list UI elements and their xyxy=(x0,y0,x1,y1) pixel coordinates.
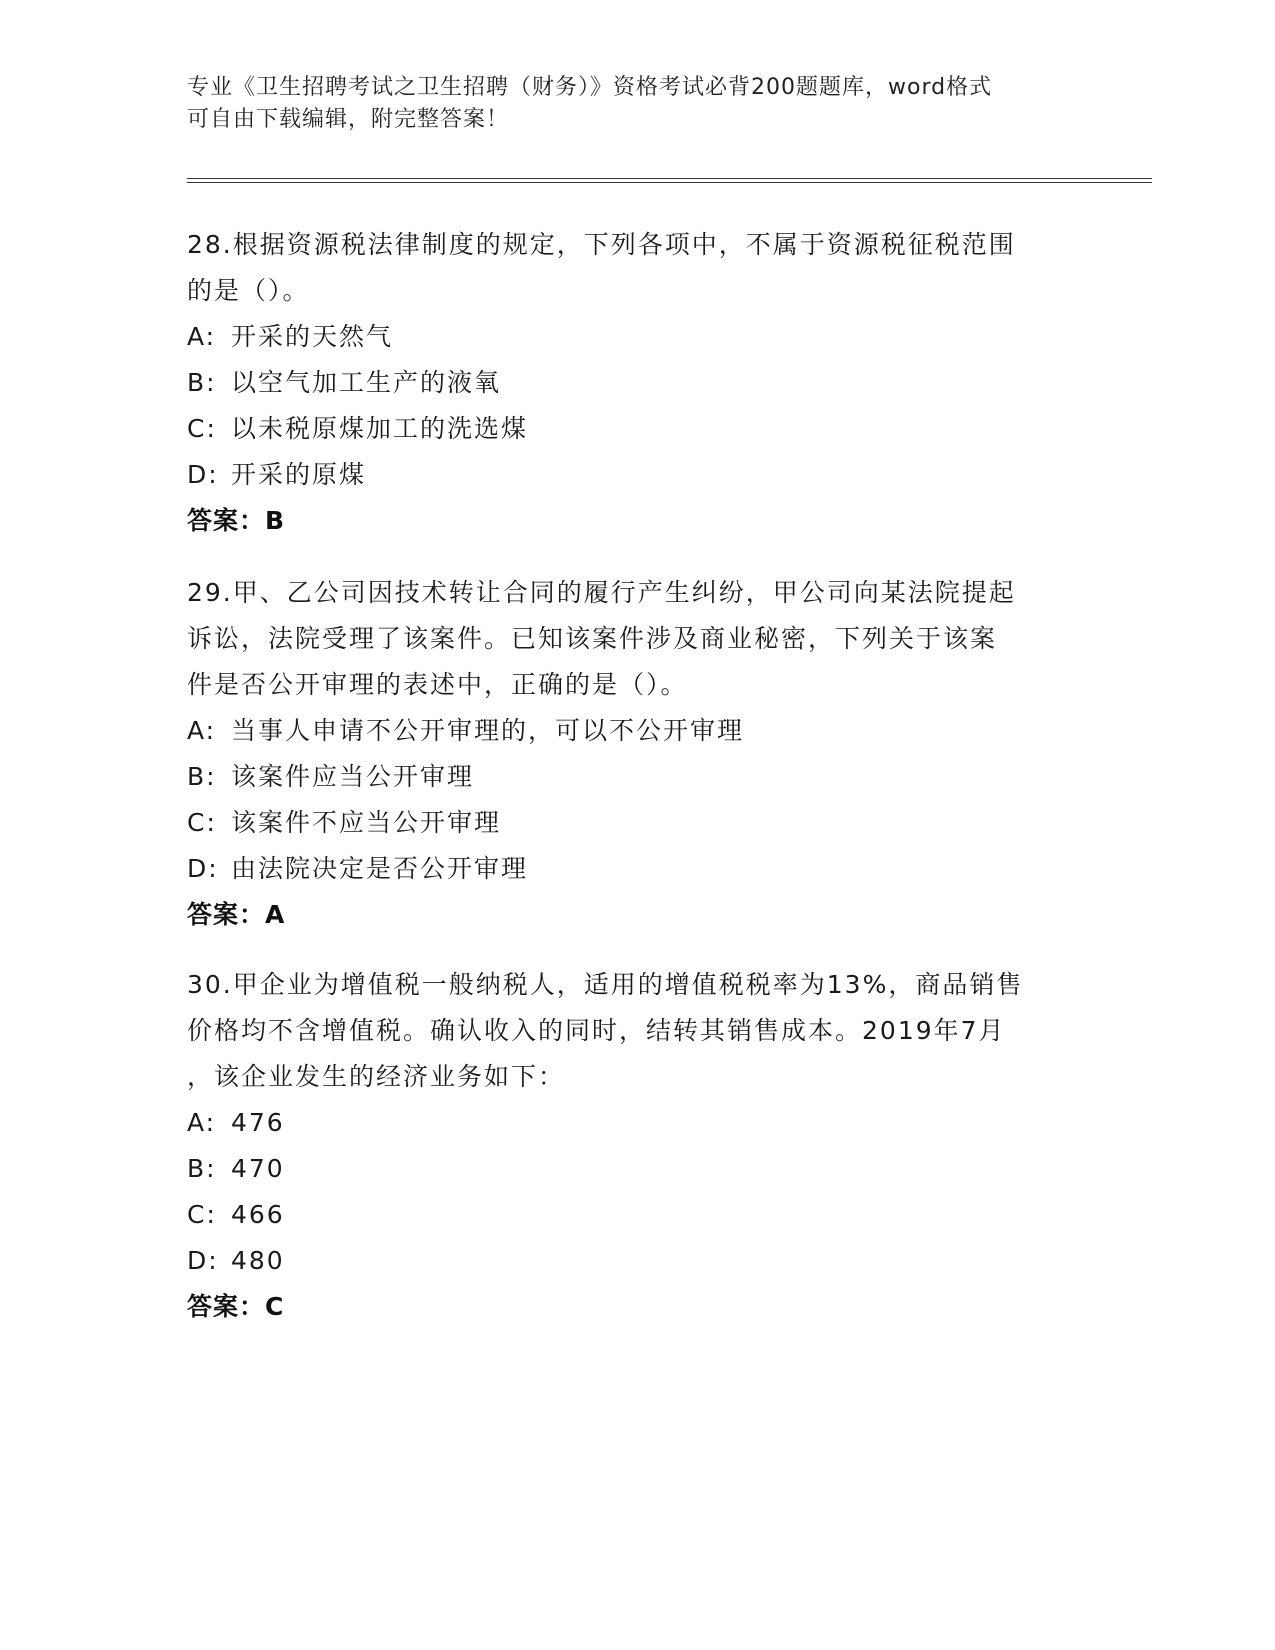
question-text-line: 诉讼，法院受理了该案件。已知该案件涉及商业秘密，下列关于该案 xyxy=(187,624,998,653)
answer: 答案：B xyxy=(187,506,286,535)
question-30 xyxy=(187,962,1067,1330)
option-text: 470 xyxy=(231,1154,285,1183)
option-c xyxy=(187,800,1067,846)
option-letter: C: xyxy=(187,414,217,443)
option-b xyxy=(187,360,1067,406)
question-29 xyxy=(187,570,1067,938)
option-d xyxy=(187,1238,1067,1284)
option-b xyxy=(187,754,1067,800)
option-letter: C: xyxy=(187,808,217,837)
question-text-line: 28.根据资源税法律制度的规定，下列各项中，不属于资源税征税范围 xyxy=(187,230,1016,259)
answer: 答案：C xyxy=(187,1292,285,1321)
option-text: 该案件应当公开审理 xyxy=(231,762,475,791)
option-a xyxy=(187,1100,1067,1146)
option-letter: A: xyxy=(187,1108,217,1137)
document-header xyxy=(187,72,1067,136)
header-line-2: 可自由下载编辑，附完整答案！ xyxy=(187,107,510,132)
option-text: 由法院决定是否公开审理 xyxy=(231,854,529,883)
option-text: 476 xyxy=(231,1108,285,1137)
option-letter: B: xyxy=(187,762,217,791)
option-text: 开采的天然气 xyxy=(231,322,394,351)
option-c xyxy=(187,406,1067,452)
option-text: 466 xyxy=(231,1200,285,1229)
header-line-1: 专业《卫生招聘考试之卫生招聘（财务）》资格考试必背200题题库，word格式 xyxy=(187,75,993,100)
option-letter: D: xyxy=(187,460,219,489)
question-text-line: ，该企业发生的经济业务如下： xyxy=(187,1062,566,1091)
question-text xyxy=(187,222,1067,314)
option-letter: D: xyxy=(187,1246,219,1275)
option-text: 以未税原煤加工的洗选煤 xyxy=(231,414,529,443)
header-divider xyxy=(187,178,1152,183)
option-text: 以空气加工生产的液氧 xyxy=(231,368,502,397)
question-text xyxy=(187,962,1067,1100)
question-text-line: 29.甲、乙公司因技术转让合同的履行产生纠纷，甲公司向某法院提起 xyxy=(187,578,1016,607)
option-letter: A: xyxy=(187,322,217,351)
question-text-line: 的是（）。 xyxy=(187,276,310,305)
option-letter: D: xyxy=(187,854,219,883)
option-b xyxy=(187,1146,1067,1192)
option-a xyxy=(187,708,1067,754)
question-text xyxy=(187,570,1067,708)
question-text-line: 30.甲企业为增值税一般纳税人，适用的增值税税率为13%，商品销售 xyxy=(187,970,1024,999)
question-text-line: 件是否公开审理的表述中，正确的是（）。 xyxy=(187,670,688,699)
option-d xyxy=(187,846,1067,892)
answer: 答案：A xyxy=(187,900,286,929)
option-c xyxy=(187,1192,1067,1238)
option-letter: C: xyxy=(187,1200,217,1229)
option-letter: B: xyxy=(187,1154,217,1183)
question-text-line: 价格均不含增值税。确认收入的同时，结转其销售成本。2019年7月 xyxy=(187,1016,1006,1045)
option-text: 当事人申请不公开审理的，可以不公开审理 xyxy=(231,716,745,745)
option-letter: A: xyxy=(187,716,217,745)
question-28 xyxy=(187,222,1067,544)
option-text: 开采的原煤 xyxy=(231,460,367,489)
option-d xyxy=(187,452,1067,498)
option-text: 480 xyxy=(231,1246,285,1275)
option-text: 该案件不应当公开审理 xyxy=(231,808,502,837)
option-a xyxy=(187,314,1067,360)
option-letter: B: xyxy=(187,368,217,397)
